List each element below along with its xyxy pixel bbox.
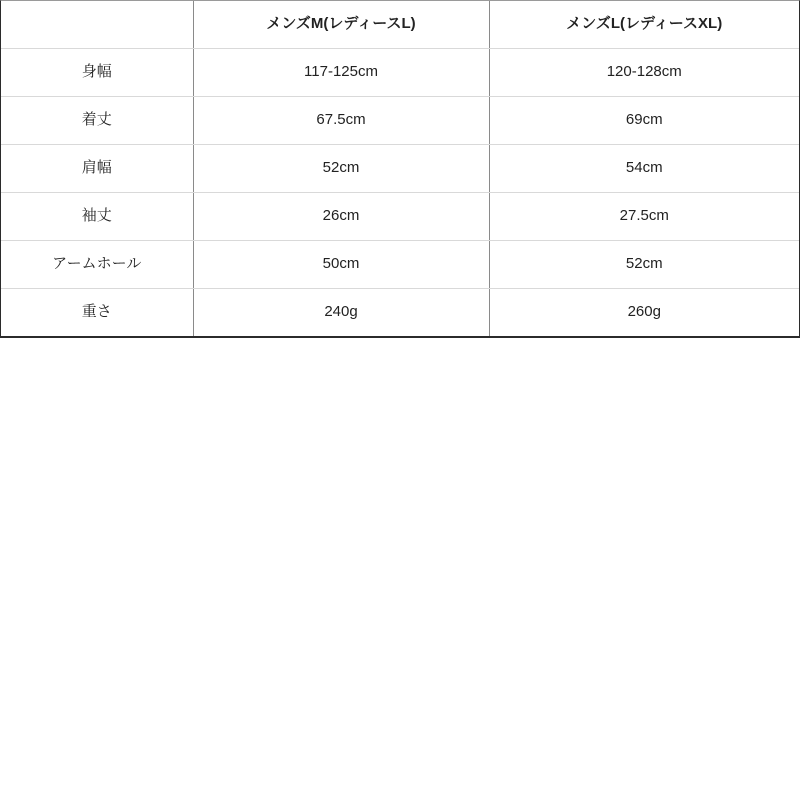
value-cell: 52cm bbox=[193, 144, 489, 192]
row-label: 重さ bbox=[1, 288, 193, 336]
table-header-row bbox=[1, 1, 799, 48]
table-row-shoulder-width bbox=[1, 144, 799, 192]
row-label: 肩幅 bbox=[1, 144, 193, 192]
value-cell: 50cm bbox=[193, 240, 489, 288]
value-cell: 54cm bbox=[489, 144, 799, 192]
row-label: 着丈 bbox=[1, 96, 193, 144]
value-cell: 240g bbox=[193, 288, 489, 336]
table-row-armhole bbox=[1, 240, 799, 288]
size-chart-table-container bbox=[0, 0, 800, 338]
value-cell: 27.5cm bbox=[489, 192, 799, 240]
header-cell-blank bbox=[1, 1, 193, 48]
value-cell: 260g bbox=[489, 288, 799, 336]
value-cell: 117-125cm bbox=[193, 48, 489, 96]
value-cell: 26cm bbox=[193, 192, 489, 240]
value-cell: 67.5cm bbox=[193, 96, 489, 144]
size-chart-table bbox=[1, 1, 799, 336]
table-row-sleeve-length bbox=[1, 192, 799, 240]
table-row-weight bbox=[1, 288, 799, 336]
table-row-body-width bbox=[1, 48, 799, 96]
table-row-length bbox=[1, 96, 799, 144]
header-cell-mens-m: メンズM(レディースL) bbox=[193, 1, 489, 48]
value-cell: 120-128cm bbox=[489, 48, 799, 96]
value-cell: 52cm bbox=[489, 240, 799, 288]
value-cell: 69cm bbox=[489, 96, 799, 144]
row-label: アームホール bbox=[1, 240, 193, 288]
header-cell-mens-l: メンズL(レディースXL) bbox=[489, 1, 799, 48]
row-label: 袖丈 bbox=[1, 192, 193, 240]
row-label: 身幅 bbox=[1, 48, 193, 96]
